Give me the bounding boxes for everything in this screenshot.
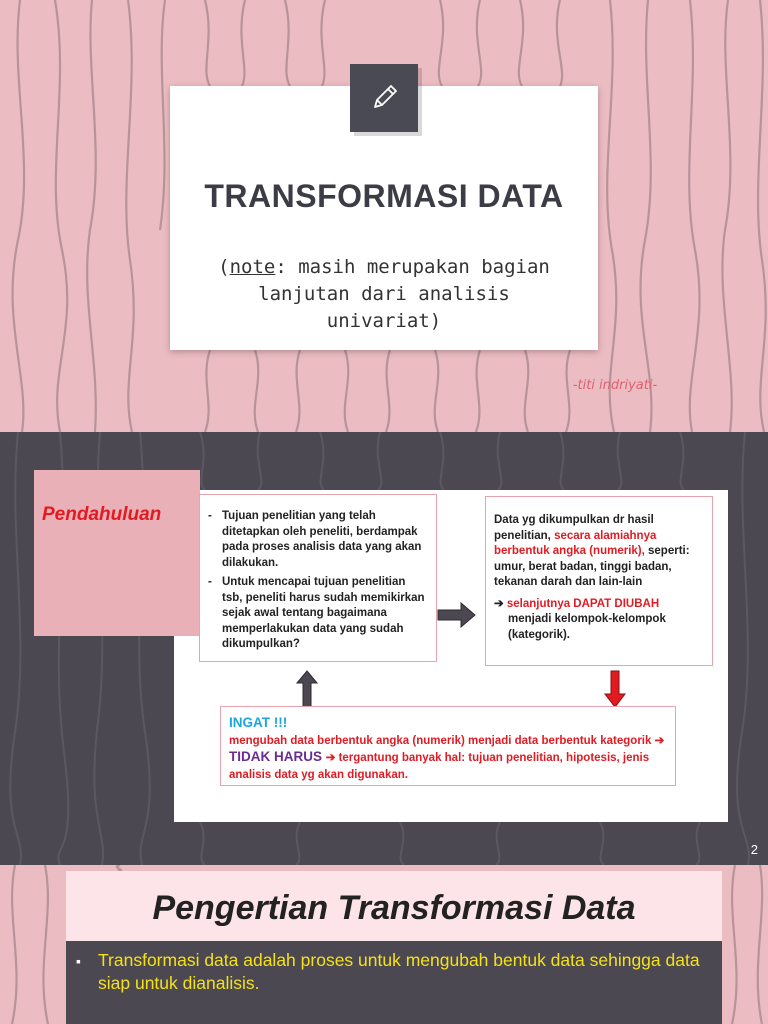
research-purpose-box <box>199 494 437 662</box>
slide-title <box>0 0 768 432</box>
section-header-box <box>34 470 200 636</box>
list-item: - Untuk mencapai tujuan penelitian tsb, peneliti harus sudah memikirkan sejak awal tentang bagaimana memperlakukan data yang sudah dikumpulkan? <box>208 576 425 650</box>
author-credit: -titi indriyati- <box>572 378 658 393</box>
content-panel <box>66 941 722 1024</box>
slide-definition <box>0 865 768 1024</box>
arrow-icon: ➔ <box>325 752 336 764</box>
bullet-icon: ▪ <box>76 953 81 969</box>
note-word: note <box>229 256 276 278</box>
list-item: - Tujuan penelitian yang telah ditetapkan oleh peneliti, berdampak pada proses analisis data yang akan dilakukan. <box>208 510 422 569</box>
arrow-icon: ➔ <box>494 597 504 610</box>
slide-introduction <box>0 432 768 865</box>
arrow-right-icon <box>437 602 477 628</box>
reminder-title: INGAT !!! <box>229 715 288 730</box>
collected-data-box: Data yg dikumpulkan dr hasil penelitian, secara alamiahnya berbentuk angka (numerik), seperti: umur, berat badan, tinggi badan, tekanan darah dan lain-lain ➔ selanjutnya DAPAT DIUBAH menjadi kelompok-kelompok (kategorik). <box>485 496 713 666</box>
definition-text: Transformasi data adalah proses untuk mengubah bentuk data sehingga data siap untuk dianalisis. <box>98 950 700 993</box>
subtitle-note: (note: masih merupakan bagian lanjutan dari analisis univariat) <box>218 256 550 332</box>
conversion-note: ➔ selanjutnya DAPAT DIUBAH menjadi kelompok-kelompok (kategorik). <box>494 597 666 641</box>
arrow-up-icon <box>296 670 318 708</box>
reminder-box <box>220 706 676 786</box>
arrow-down-icon <box>603 670 627 708</box>
slide-title-text: TRANSFORMASI DATA <box>204 178 564 214</box>
arrow-icon: ➔ <box>654 734 665 747</box>
title-band <box>66 871 722 941</box>
page-number: 2 <box>750 842 758 857</box>
pencil-icon <box>350 64 418 132</box>
slide-title-text: Pengertian Transformasi Data <box>152 889 636 927</box>
reminder-text: mengubah data berbentuk angka (numerik) menjadi data berbentuk kategorik ➔ TIDAK HARUS ➔ tergantung banyak hal: tujuan penelitian, hipotesis, jenis analisis data yg akan digunakan. <box>229 734 665 781</box>
section-heading: Pendahuluan <box>42 504 162 525</box>
